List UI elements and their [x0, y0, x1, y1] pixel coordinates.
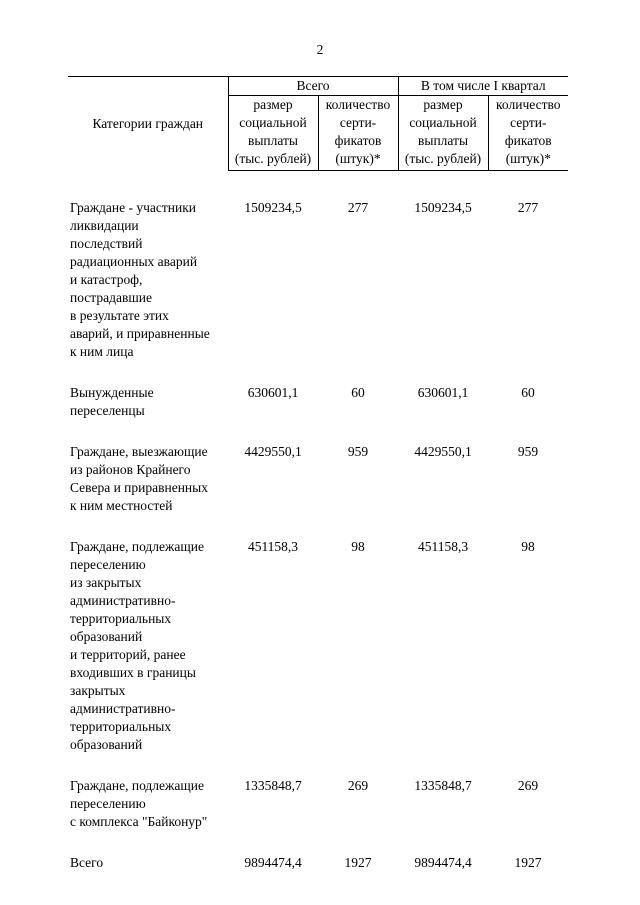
- category-line: в результате этих: [70, 307, 169, 323]
- row-quarter-amount: 4429550,1: [414, 443, 472, 459]
- header-line: (тыс. рублей): [234, 151, 312, 166]
- table-row: [68, 171, 568, 384]
- row-quarter-amount: 630601,1: [417, 384, 469, 400]
- category-line: пострадавшие: [70, 289, 152, 305]
- row-category: [68, 443, 228, 538]
- table-header: [68, 77, 568, 171]
- header-line: выплаты: [247, 133, 299, 148]
- category-line: входивших в границы: [70, 664, 196, 680]
- category-line: закрытых: [70, 682, 126, 698]
- header-line: (тыс. рублей): [404, 151, 482, 166]
- row-total-count: 98: [351, 538, 365, 554]
- header-line: (штук)*: [335, 151, 381, 166]
- category-line: Всего: [70, 854, 104, 870]
- header-group-row: [68, 77, 568, 96]
- row-total-count: 60: [351, 384, 365, 400]
- category-line: аварий, и приравненные: [70, 325, 210, 341]
- row-total-amount: 451158,3: [247, 538, 299, 554]
- row-total-amount: 630601,1: [247, 384, 299, 400]
- header-group-total: Всего: [228, 77, 398, 96]
- table-row: [68, 854, 568, 895]
- header-line: размер: [423, 97, 463, 112]
- table-body: [68, 171, 568, 895]
- row-category: [68, 384, 228, 443]
- row-category: [68, 854, 228, 895]
- row-total-amount: 1335848,7: [244, 777, 302, 793]
- category-line: ликвидации: [70, 217, 139, 233]
- category-line: к ним местностей: [70, 497, 173, 513]
- category-line: образований: [70, 628, 143, 644]
- row-quarter-count: 60: [521, 384, 535, 400]
- header-line: социальной: [239, 115, 307, 130]
- header-line: фикатов: [334, 133, 382, 148]
- header-line: количество: [496, 97, 561, 112]
- header-line: серти-: [510, 115, 547, 130]
- header-total-amount: [228, 96, 318, 171]
- row-quarter-count: 98: [521, 538, 535, 554]
- category-line: и территорий, ранее: [70, 646, 186, 662]
- category-line: территориальных: [70, 610, 172, 626]
- category-line: с комплекса "Байконур": [70, 813, 208, 829]
- header-line: выплаты: [418, 133, 469, 148]
- header-line: фикатов: [504, 133, 552, 148]
- row-total-count: 1927: [344, 854, 372, 870]
- row-total-amount: 4429550,1: [244, 443, 302, 459]
- row-quarter-count: 269: [517, 777, 539, 793]
- row-quarter-count: 959: [517, 443, 539, 459]
- category-line: территориальных: [70, 718, 172, 734]
- row-total-amount: 1509234,5: [244, 200, 302, 215]
- category-line: административно-: [70, 592, 176, 608]
- category-line: Граждане, подлежащие: [70, 777, 204, 793]
- category-line: переселению: [70, 795, 146, 811]
- header-line: (штук)*: [505, 151, 551, 166]
- row-total-count: 959: [347, 443, 369, 459]
- category-line: к ним лица: [70, 343, 134, 359]
- category-line: из закрытых: [70, 574, 142, 590]
- row-category: [68, 171, 228, 384]
- category-line: переселенцы: [70, 402, 145, 418]
- category-line: и катастроф,: [70, 271, 143, 287]
- category-line: Вынужденные: [70, 384, 154, 400]
- category-line: переселению: [70, 556, 146, 572]
- social-payments-table-container: [68, 76, 568, 895]
- category-line: из районов Крайнего: [70, 461, 191, 477]
- category-line: Граждане, подлежащие: [70, 538, 204, 554]
- category-line: административно-: [70, 700, 176, 716]
- category-line: Граждане, выезжающие: [70, 443, 208, 459]
- table-row: [68, 538, 568, 777]
- row-quarter-amount: 451158,3: [417, 538, 469, 554]
- row-quarter-amount: 1335848,7: [414, 777, 472, 793]
- category-line: Севера и приравненных: [70, 479, 208, 495]
- row-quarter-amount: 9894474,4: [414, 854, 472, 870]
- page-number: 2: [316, 42, 324, 57]
- table-row: [68, 384, 568, 443]
- header-group-quarter: В том числе I квартал: [398, 77, 568, 96]
- category-line: образований: [70, 736, 143, 752]
- header-line: социальной: [409, 115, 477, 130]
- row-quarter-count: 277: [517, 200, 539, 215]
- header-line: размер: [253, 97, 293, 112]
- header-total-count: [318, 96, 398, 171]
- row-quarter-count: 1927: [514, 854, 542, 870]
- row-category: [68, 538, 228, 777]
- category-line: последствий: [70, 235, 143, 251]
- header-category: Категории граждан: [68, 77, 228, 171]
- row-quarter-amount: 1509234,5: [414, 200, 472, 215]
- header-line: серти-: [339, 115, 377, 130]
- row-category: [68, 777, 228, 854]
- category-line: радиационных аварий: [70, 253, 198, 269]
- category-line: Граждане - участники: [70, 199, 197, 215]
- row-total-count: 269: [347, 777, 369, 793]
- header-quarter-amount: [398, 96, 488, 171]
- table-row: [68, 443, 568, 538]
- row-total-count: 277: [347, 200, 369, 215]
- social-payments-table: [68, 76, 568, 895]
- header-quarter-count: [488, 96, 568, 171]
- row-total-amount: 9894474,4: [244, 854, 302, 870]
- header-line: количество: [325, 97, 391, 112]
- table-row: [68, 777, 568, 854]
